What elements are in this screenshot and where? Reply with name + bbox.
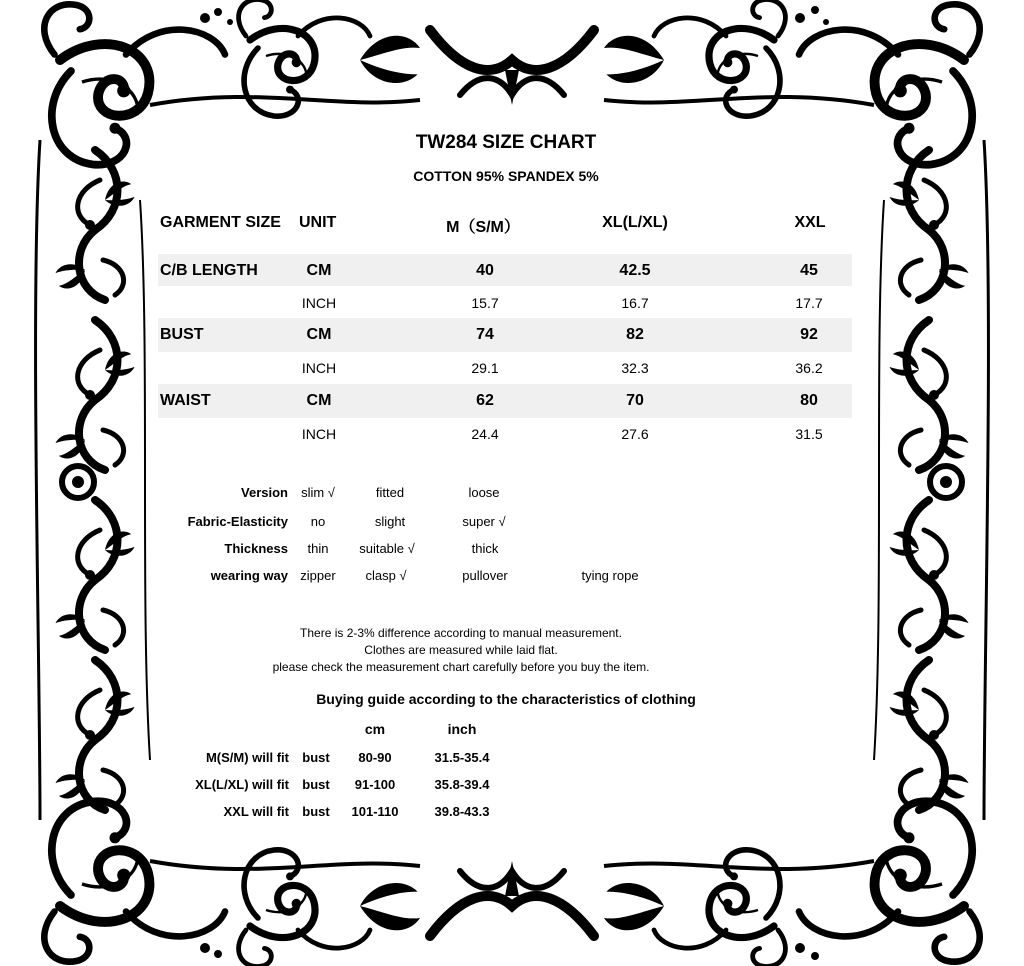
buying-guide-title: Buying guide according to the characteristics of clothing [316, 691, 696, 707]
cell-value: 15.7 [471, 295, 499, 311]
characteristic-option: slight [374, 514, 406, 529]
row-band [158, 318, 852, 352]
fit-inch: 39.8-43.3 [434, 804, 490, 819]
characteristic-option: pullover [462, 568, 508, 583]
characteristic-option: slim √ [301, 485, 335, 500]
row-unit: CM [306, 262, 332, 279]
header-garment-size: GARMENT SIZE [160, 214, 281, 231]
cell-value: 17.7 [795, 295, 823, 311]
cell-value: 45 [800, 262, 818, 279]
fit-part: bust [302, 804, 330, 819]
characteristic-label: Version [241, 485, 288, 500]
cell-value: 82 [626, 326, 644, 343]
row-unit: CM [306, 326, 332, 343]
cell-value: 74 [476, 326, 494, 343]
cell-value: 32.3 [621, 360, 649, 376]
fit-inch: 35.8-39.4 [434, 777, 490, 792]
cell-value: 40 [476, 262, 494, 279]
characteristic-option: no [310, 514, 326, 529]
characteristic-label: Fabric-Elasticity [187, 514, 288, 529]
header-size-xl: XL(L/XL) [602, 214, 668, 231]
fit-cm: 80-90 [358, 750, 392, 765]
note-line: Clothes are measured while laid flat. [364, 643, 558, 657]
row-unit: CM [306, 392, 332, 409]
fit-label: XXL will fit [223, 804, 289, 819]
cell-value: 62 [476, 392, 494, 409]
cell-value: 24.4 [471, 426, 499, 442]
fit-part: bust [302, 777, 330, 792]
fit-cm: 91-100 [354, 777, 396, 792]
page-title: TW284 SIZE CHART [415, 132, 597, 153]
fit-label: XL(L/XL) will fit [195, 777, 289, 792]
cell-value: 16.7 [621, 295, 649, 311]
buying-guide-header-inch: inch [447, 721, 477, 737]
row-label: BUST [160, 326, 204, 343]
cell-value: 31.5 [795, 426, 823, 442]
characteristic-label: wearing way [210, 568, 288, 583]
cell-value: 80 [800, 392, 818, 409]
header-size-m: M（S/M） [446, 219, 520, 236]
note-line: There is 2-3% difference according to manual measurement. [300, 626, 622, 640]
fit-cm: 101-110 [351, 804, 399, 819]
row-label: WAIST [160, 392, 211, 409]
cell-value: 70 [626, 392, 644, 409]
cell-value: 42.5 [619, 262, 651, 279]
cell-value: 29.1 [471, 360, 499, 376]
buying-guide-header-cm: cm [364, 721, 386, 737]
row-label: C/B LENGTH [160, 262, 258, 279]
header-size-xxl: XXL [794, 214, 826, 231]
cell-value: 36.2 [795, 360, 823, 376]
row-unit: INCH [301, 426, 337, 442]
characteristic-option: super √ [462, 514, 506, 529]
material-composition: COTTON 95% SPANDEX 5% [413, 168, 599, 184]
fit-part: bust [302, 750, 330, 765]
characteristic-option: clasp √ [365, 568, 407, 583]
characteristic-option: zipper [300, 568, 336, 583]
header-unit: UNIT [299, 214, 337, 231]
characteristic-option: thick [471, 541, 499, 556]
characteristic-option: suitable √ [359, 541, 415, 556]
characteristic-option: loose [468, 485, 500, 500]
cell-value: 27.6 [621, 426, 649, 442]
fit-inch: 31.5-35.4 [434, 750, 490, 765]
note-line: please check the measurement chart carefully before you buy the item. [272, 660, 650, 674]
row-band [158, 384, 852, 418]
fit-label: M(S/M) will fit [205, 750, 289, 765]
characteristic-option: thin [307, 541, 329, 556]
row-unit: INCH [301, 360, 337, 376]
characteristic-option: fitted [375, 485, 405, 500]
characteristic-option: tying rope [581, 568, 639, 583]
row-unit: INCH [301, 295, 337, 311]
row-band [158, 254, 852, 286]
cell-value: 92 [800, 326, 818, 343]
characteristic-label: Thickness [224, 541, 288, 556]
